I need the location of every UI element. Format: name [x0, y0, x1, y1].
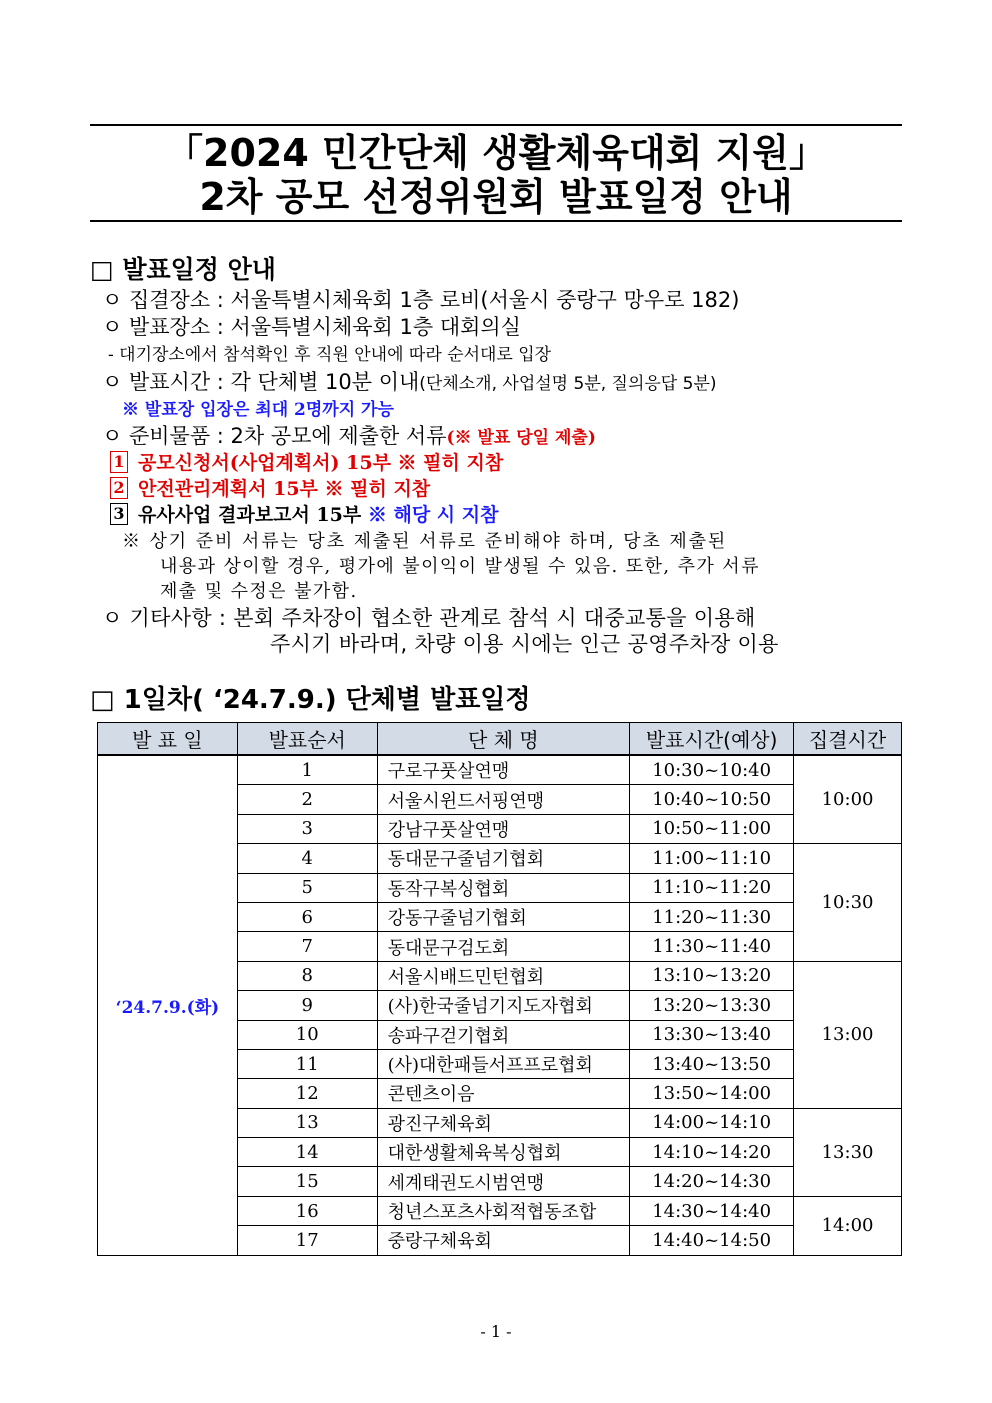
- prep-item-1: [110, 449, 503, 477]
- gathering-cell: 10:30: [794, 844, 902, 962]
- table-row: [98, 755, 902, 785]
- prep-item-3: [110, 501, 498, 529]
- page-title-line-2: 2차 공모 선정위원회 발표일정 안내: [199, 175, 793, 219]
- order-cell: 5: [237, 873, 377, 902]
- order-cell: 2: [237, 785, 377, 814]
- order-cell: 9: [237, 991, 377, 1020]
- section-heading-day1: □ 1일차( ‘24.7.9.) 단체별 발표일정: [90, 685, 531, 715]
- order-cell: 16: [237, 1196, 377, 1225]
- header-time: 발표시간(예상): [630, 723, 794, 756]
- order-cell: 4: [237, 844, 377, 873]
- presentation-time-detail: (단체소개, 사업설명 5분, 질의응답 5분): [419, 374, 717, 394]
- org-name-cell: 광진구체육회: [377, 1108, 630, 1137]
- org-name-cell: (사)대한패들서프프로협회: [377, 1049, 630, 1078]
- assembly-place-line: ㅇ 집결장소 : 서울특별시체육회 1층 로비(서울시 중랑구 망우로 182): [102, 288, 740, 312]
- prep-item-3-text: 유사사업 결과보고서 15부: [138, 504, 362, 526]
- org-name-cell: 구로구풋살연맹: [377, 755, 630, 785]
- order-cell: 8: [237, 961, 377, 990]
- org-name-cell: 청년스포츠사회적협동조합: [377, 1196, 630, 1225]
- order-cell: 12: [237, 1079, 377, 1108]
- time-cell: 14:40~14:50: [630, 1226, 794, 1255]
- prep-item-2: [110, 475, 430, 503]
- date-cell: ‘24.7.9.(화): [98, 755, 238, 1255]
- org-name-cell: 강동구줄넘기협회: [377, 902, 630, 931]
- venue-line: ㅇ 발표장소 : 서울특별시체육회 1층 대회의실: [102, 315, 521, 339]
- time-cell: 14:20~14:30: [630, 1167, 794, 1196]
- preparation-line: [102, 422, 596, 452]
- time-cell: 13:10~13:20: [630, 961, 794, 990]
- order-cell: 6: [237, 902, 377, 931]
- org-name-cell: 서울시윈드서핑연맹: [377, 785, 630, 814]
- page-title-line-1: 「2024 민간단체 생활체육대회 지원」: [165, 131, 827, 175]
- order-cell: 10: [237, 1020, 377, 1049]
- order-cell: 17: [237, 1226, 377, 1255]
- time-cell: 14:30~14:40: [630, 1196, 794, 1225]
- time-cell: 14:00~14:10: [630, 1108, 794, 1137]
- table-header-row: [98, 723, 902, 756]
- time-cell: 14:10~14:20: [630, 1138, 794, 1167]
- presentation-entry-note: ※ 발표장 입장은 최대 2명까지 가능: [122, 400, 394, 420]
- number-box-1: 1: [110, 451, 128, 473]
- time-cell: 10:40~10:50: [630, 785, 794, 814]
- header-gathering: 집결시간: [794, 723, 902, 756]
- org-name-cell: 동대문구줄넘기협회: [377, 844, 630, 873]
- header-org-name: 단 체 명: [377, 723, 630, 756]
- time-cell: 11:20~11:30: [630, 902, 794, 931]
- prep-item-3-note: ※ 해당 시 지참: [367, 504, 499, 526]
- presentation-time-line: [102, 368, 717, 398]
- time-cell: 13:40~13:50: [630, 1049, 794, 1078]
- preparation-submit-note: (※ 발표 당일 제출): [446, 428, 596, 448]
- org-name-cell: 중랑구체육회: [377, 1226, 630, 1255]
- time-cell: 11:10~11:20: [630, 873, 794, 902]
- org-name-cell: 동작구복싱협회: [377, 873, 630, 902]
- time-cell: 13:50~14:00: [630, 1079, 794, 1108]
- order-cell: 11: [237, 1049, 377, 1078]
- time-cell: 11:30~11:40: [630, 932, 794, 961]
- other-notes-line-1: ㅇ 기타사항 : 본회 주차장이 협소한 관계로 참석 시 대중교통을 이용해: [102, 606, 756, 630]
- order-cell: 15: [237, 1167, 377, 1196]
- time-cell: 13:20~13:30: [630, 991, 794, 1020]
- title-top-rule: [90, 124, 902, 126]
- time-cell: 10:30~10:40: [630, 755, 794, 785]
- org-name-cell: 강남구풋살연맹: [377, 814, 630, 843]
- page-number: - 1 -: [480, 1322, 512, 1341]
- presentation-time-main: ㅇ 발표시간 : 각 단체별 10분 이내: [102, 370, 420, 394]
- order-cell: 7: [237, 932, 377, 961]
- org-name-cell: 동대문구검도회: [377, 932, 630, 961]
- header-date: 발 표 일: [98, 723, 238, 756]
- org-name-cell: (사)한국줄넘기지도자협회: [377, 991, 630, 1020]
- order-cell: 1: [237, 755, 377, 785]
- warning-line-3: 제출 및 수정은 불가함.: [160, 581, 358, 602]
- warning-line-2: 내용과 상이할 경우, 평가에 불이익이 발생될 수 있음. 또한, 추가 서류: [160, 556, 760, 577]
- org-name-cell: 콘텐츠이음: [377, 1079, 630, 1108]
- org-name-cell: 세계태권도시범연맹: [377, 1167, 630, 1196]
- venue-note: - 대기장소에서 참석확인 후 직원 안내에 따라 순서대로 입장: [108, 345, 552, 365]
- warning-line-1: ※ 상기 준비 서류는 당초 제출된 서류로 준비해야 하며, 당초 제출된: [122, 531, 728, 552]
- org-name-cell: 대한생활체육복싱협회: [377, 1138, 630, 1167]
- order-cell: 14: [237, 1138, 377, 1167]
- gathering-cell: 10:00: [794, 755, 902, 844]
- time-cell: 10:50~11:00: [630, 814, 794, 843]
- prep-item-2-text: 안전관리계획서 15부 ※ 필히 지참: [138, 478, 431, 500]
- time-cell: 13:30~13:40: [630, 1020, 794, 1049]
- schedule-table: [97, 722, 902, 1256]
- gathering-cell: 13:00: [794, 961, 902, 1108]
- gathering-cell: 13:30: [794, 1108, 902, 1196]
- number-box-2: 2: [110, 477, 128, 499]
- prep-item-1-text: 공모신청서(사업계획서) 15부 ※ 필히 지참: [138, 452, 504, 474]
- header-order: 발표순서: [237, 723, 377, 756]
- order-cell: 3: [237, 814, 377, 843]
- org-name-cell: 송파구걷기협회: [377, 1020, 630, 1049]
- order-cell: 13: [237, 1108, 377, 1137]
- preparation-main: ㅇ 준비물품 : 2차 공모에 제출한 서류: [102, 424, 447, 448]
- number-box-3: 3: [110, 503, 128, 525]
- section-heading-schedule-guide: □ 발표일정 안내: [90, 255, 276, 284]
- other-notes-line-2: 주시기 바라며, 차량 이용 시에는 인근 공영주차장 이용: [270, 632, 779, 656]
- title-bottom-rule: [90, 220, 902, 222]
- org-name-cell: 서울시배드민턴협회: [377, 961, 630, 990]
- time-cell: 11:00~11:10: [630, 844, 794, 873]
- gathering-cell: 14:00: [794, 1196, 902, 1255]
